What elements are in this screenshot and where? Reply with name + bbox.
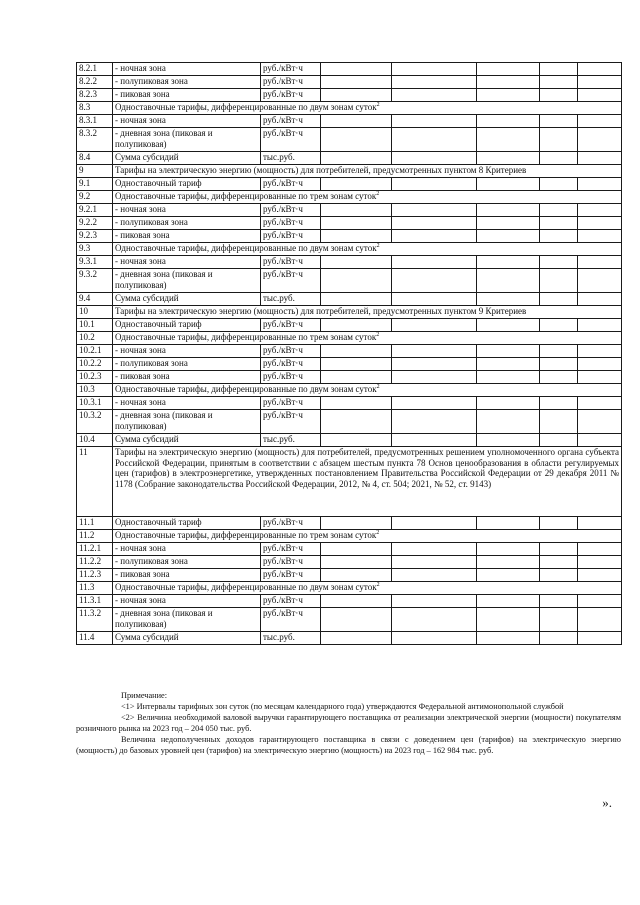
value-cell xyxy=(392,371,477,384)
value-cell xyxy=(477,128,540,152)
row-number: 8.2.1 xyxy=(77,63,113,76)
value-cell xyxy=(321,569,392,582)
row-number: 8.3.1 xyxy=(77,115,113,128)
row-number: 8.3 xyxy=(77,102,113,115)
unit-cell: руб./кВт·ч xyxy=(261,256,321,269)
value-cell xyxy=(540,89,578,102)
value-cell xyxy=(540,556,578,569)
table-row xyxy=(77,191,622,204)
value-cell xyxy=(321,128,392,152)
value-cell xyxy=(540,595,578,608)
tariff-table xyxy=(76,62,622,645)
unit-cell: руб./кВт·ч xyxy=(261,217,321,230)
value-cell xyxy=(477,556,540,569)
row-label: - полупиковая зона xyxy=(113,556,261,569)
value-cell xyxy=(578,371,622,384)
row-number: 10.3.2 xyxy=(77,410,113,434)
row-number: 9.4 xyxy=(77,293,113,306)
value-cell xyxy=(477,410,540,434)
value-cell xyxy=(321,256,392,269)
unit-cell: руб./кВт·ч xyxy=(261,569,321,582)
row-label: - ночная зона xyxy=(113,595,261,608)
section-label xyxy=(113,165,622,178)
section-label-text: Тарифы на электрическую энергию (мощность) для потребителей, предусмотренных решением уполномоченного органа субъекта Российской Федерации, принятым в соответствии с абзацем шестым пункта 78 Основ ценообразования в области регулируемых цен (тарифов) в электроэнергетике, утвержденных постановлением Правительства Российской Федерации от 29 декабря 2011 № 1178 (Собрание законодательства Российской Федерации, 2012, № 4, ст. 504; 2021, № 52, ст. 9143) xyxy=(115,447,619,489)
row-number: 10.2.3 xyxy=(77,371,113,384)
value-cell xyxy=(392,632,477,645)
value-cell xyxy=(578,256,622,269)
value-cell xyxy=(321,345,392,358)
value-cell xyxy=(392,256,477,269)
section-label-text: Одноставочные тарифы, дифференцированные по трем зонам суток xyxy=(115,191,377,201)
table-row xyxy=(77,556,622,569)
unit-cell: руб./кВт·ч xyxy=(261,345,321,358)
value-cell xyxy=(392,152,477,165)
row-number: 10.2.2 xyxy=(77,358,113,371)
value-cell xyxy=(321,434,392,447)
row-number: 9.2.2 xyxy=(77,217,113,230)
value-cell xyxy=(321,319,392,332)
value-cell xyxy=(578,293,622,306)
row-number: 11.1 xyxy=(77,517,113,530)
table-row xyxy=(77,332,622,345)
row-label: - ночная зона xyxy=(113,256,261,269)
unit-cell: руб./кВт·ч xyxy=(261,89,321,102)
unit-cell: руб./кВт·ч xyxy=(261,595,321,608)
row-number: 11.3 xyxy=(77,582,113,595)
row-label: Сумма субсидий xyxy=(113,293,261,306)
value-cell xyxy=(540,543,578,556)
section-label-text: Одноставочные тарифы, дифференцированные по двум зонам суток xyxy=(115,243,377,253)
table-row xyxy=(77,243,622,256)
unit-cell: руб./кВт·ч xyxy=(261,115,321,128)
closing-mark: ». xyxy=(602,795,612,810)
table-row xyxy=(77,517,622,530)
row-number: 9.3.2 xyxy=(77,269,113,293)
unit-cell: тыс.руб. xyxy=(261,632,321,645)
value-cell xyxy=(321,410,392,434)
row-number: 9.2.3 xyxy=(77,230,113,243)
value-cell xyxy=(392,269,477,293)
value-cell xyxy=(477,434,540,447)
table-row xyxy=(77,306,622,319)
value-cell xyxy=(477,115,540,128)
value-cell xyxy=(477,608,540,632)
row-number: 9 xyxy=(77,165,113,178)
row-label: - дневная зона (пиковая и полупиковая) xyxy=(113,128,261,152)
row-number: 11.4 xyxy=(77,632,113,645)
value-cell xyxy=(477,345,540,358)
row-number: 8.2.2 xyxy=(77,76,113,89)
value-cell xyxy=(578,569,622,582)
value-cell xyxy=(392,595,477,608)
row-number: 9.3 xyxy=(77,243,113,256)
row-number: 10.2 xyxy=(77,332,113,345)
row-number: 8.2.3 xyxy=(77,89,113,102)
section-label xyxy=(113,582,622,595)
footnote-mark: 2 xyxy=(376,102,380,108)
value-cell xyxy=(540,204,578,217)
unit-cell: руб./кВт·ч xyxy=(261,178,321,191)
value-cell xyxy=(477,397,540,410)
row-label: - дневная зона (пиковая и полупиковая) xyxy=(113,608,261,632)
section-label-text: Одноставочные тарифы, дифференцированные по двум зонам суток xyxy=(115,384,377,394)
value-cell xyxy=(477,569,540,582)
table-row xyxy=(77,115,622,128)
row-number: 11 xyxy=(77,447,113,517)
unit-cell: руб./кВт·ч xyxy=(261,269,321,293)
table-row xyxy=(77,128,622,152)
value-cell xyxy=(392,556,477,569)
row-label: - ночная зона xyxy=(113,115,261,128)
value-cell xyxy=(540,293,578,306)
unit-cell: руб./кВт·ч xyxy=(261,63,321,76)
value-cell xyxy=(321,371,392,384)
value-cell xyxy=(392,63,477,76)
value-cell xyxy=(321,608,392,632)
section-label-text: Тарифы на электрическую энергию (мощность) для потребителей, предусмотренных пунктом 9 Критериев xyxy=(115,306,527,316)
unit-cell: руб./кВт·ч xyxy=(261,128,321,152)
value-cell xyxy=(540,152,578,165)
value-cell xyxy=(540,76,578,89)
row-label: - ночная зона xyxy=(113,543,261,556)
row-number: 10.2.1 xyxy=(77,345,113,358)
row-label: - пиковая зона xyxy=(113,371,261,384)
value-cell xyxy=(578,89,622,102)
section-label xyxy=(113,530,622,543)
value-cell xyxy=(477,269,540,293)
footnote-mark: 2 xyxy=(376,243,380,249)
value-cell xyxy=(392,569,477,582)
value-cell xyxy=(321,595,392,608)
row-number: 10 xyxy=(77,306,113,319)
value-cell xyxy=(392,410,477,434)
value-cell xyxy=(578,632,622,645)
value-cell xyxy=(392,128,477,152)
value-cell xyxy=(477,76,540,89)
row-number: 11.3.1 xyxy=(77,595,113,608)
value-cell xyxy=(392,217,477,230)
notes-title: Примечание: xyxy=(121,691,168,700)
value-cell xyxy=(578,410,622,434)
value-cell xyxy=(321,89,392,102)
row-label: - дневная зона (пиковая и полупиковая) xyxy=(113,269,261,293)
value-cell xyxy=(540,397,578,410)
footnote-mark: 2 xyxy=(376,582,380,588)
value-cell xyxy=(392,204,477,217)
row-number: 9.2.1 xyxy=(77,204,113,217)
table-row xyxy=(77,608,622,632)
unit-cell: руб./кВт·ч xyxy=(261,556,321,569)
unit-cell: тыс.руб. xyxy=(261,152,321,165)
value-cell xyxy=(321,178,392,191)
table-row xyxy=(77,632,622,645)
table-row xyxy=(77,204,622,217)
value-cell xyxy=(540,256,578,269)
row-label: - пиковая зона xyxy=(113,569,261,582)
value-cell xyxy=(321,217,392,230)
section-label-text: Одноставочные тарифы, дифференцированные по трем зонам суток xyxy=(115,530,377,540)
value-cell xyxy=(392,178,477,191)
value-cell xyxy=(578,128,622,152)
table-row xyxy=(77,217,622,230)
section-label xyxy=(113,447,622,517)
table-row xyxy=(77,102,622,115)
value-cell xyxy=(540,410,578,434)
row-number: 9.2 xyxy=(77,191,113,204)
table-row xyxy=(77,63,622,76)
value-cell xyxy=(578,269,622,293)
value-cell xyxy=(540,63,578,76)
value-cell xyxy=(321,63,392,76)
note-item: <2> Величина необходимой валовой выручки гарантирующего поставщика от реализации электрической энергии (мощности) покупателям розничного рынка на 2023 год – 204 050 тыс. руб. xyxy=(76,713,621,733)
value-cell xyxy=(477,632,540,645)
value-cell xyxy=(540,319,578,332)
value-cell xyxy=(321,204,392,217)
row-label: Сумма субсидий xyxy=(113,434,261,447)
value-cell xyxy=(477,358,540,371)
value-cell xyxy=(477,256,540,269)
row-number: 10.3 xyxy=(77,384,113,397)
value-cell xyxy=(540,128,578,152)
unit-cell: руб./кВт·ч xyxy=(261,230,321,243)
section-label-text: Одноставочные тарифы, дифференцированные по двум зонам суток xyxy=(115,102,377,112)
value-cell xyxy=(392,358,477,371)
value-cell xyxy=(392,543,477,556)
row-label: - ночная зона xyxy=(113,63,261,76)
row-label: Сумма субсидий xyxy=(113,632,261,645)
table-row xyxy=(77,582,622,595)
footnote-mark: 2 xyxy=(376,530,380,536)
row-number: 8.4 xyxy=(77,152,113,165)
section-label xyxy=(113,384,622,397)
table-row xyxy=(77,293,622,306)
value-cell xyxy=(578,358,622,371)
value-cell xyxy=(392,517,477,530)
note-item: Величина недополученных доходов гарантирующего поставщика в связи с доведением цен (тарифов) на электрическую энергию (мощность) до базовых уровней цен (тарифов) на электрическую энергию (мощность) на 2023 год – 162 984 тыс. руб. xyxy=(76,735,621,755)
value-cell xyxy=(540,345,578,358)
section-label xyxy=(113,332,622,345)
value-cell xyxy=(578,178,622,191)
table-row xyxy=(77,178,622,191)
unit-cell: руб./кВт·ч xyxy=(261,543,321,556)
value-cell xyxy=(540,230,578,243)
value-cell xyxy=(578,217,622,230)
unit-cell: руб./кВт·ч xyxy=(261,517,321,530)
table-row xyxy=(77,76,622,89)
section-label-text: Одноставочные тарифы, дифференцированные по двум зонам суток xyxy=(115,582,377,592)
value-cell xyxy=(578,63,622,76)
row-label: Сумма субсидий xyxy=(113,152,261,165)
value-cell xyxy=(578,115,622,128)
row-number: 10.3.1 xyxy=(77,397,113,410)
value-cell xyxy=(321,230,392,243)
value-cell xyxy=(392,115,477,128)
value-cell xyxy=(578,230,622,243)
value-cell xyxy=(321,397,392,410)
value-cell xyxy=(392,397,477,410)
unit-cell: руб./кВт·ч xyxy=(261,608,321,632)
row-label: Одноставочный тариф xyxy=(113,517,261,530)
value-cell xyxy=(578,517,622,530)
value-cell xyxy=(477,178,540,191)
unit-cell: тыс.руб. xyxy=(261,293,321,306)
section-label-text: Тарифы на электрическую энергию (мощность) для потребителей, предусмотренных пунктом 8 Критериев xyxy=(115,165,527,175)
section-label xyxy=(113,191,622,204)
row-number: 11.3.2 xyxy=(77,608,113,632)
value-cell xyxy=(578,319,622,332)
table-row xyxy=(77,434,622,447)
row-number: 10.1 xyxy=(77,319,113,332)
table-row xyxy=(77,269,622,293)
value-cell xyxy=(540,269,578,293)
value-cell xyxy=(321,517,392,530)
value-cell xyxy=(540,115,578,128)
value-cell xyxy=(321,556,392,569)
value-cell xyxy=(578,345,622,358)
value-cell xyxy=(392,319,477,332)
value-cell xyxy=(578,434,622,447)
table-row xyxy=(77,447,622,517)
row-label: - полупиковая зона xyxy=(113,358,261,371)
value-cell xyxy=(578,595,622,608)
row-label: Одноставочный тариф xyxy=(113,319,261,332)
table-row xyxy=(77,384,622,397)
table-body xyxy=(77,63,622,645)
table-row xyxy=(77,345,622,358)
value-cell xyxy=(477,89,540,102)
section-label-text: Одноставочные тарифы, дифференцированные по трем зонам суток xyxy=(115,332,377,342)
row-label: - ночная зона xyxy=(113,345,261,358)
value-cell xyxy=(392,76,477,89)
section-label xyxy=(113,306,622,319)
table-row xyxy=(77,256,622,269)
value-cell xyxy=(477,371,540,384)
row-number: 10.4 xyxy=(77,434,113,447)
row-label: - ночная зона xyxy=(113,397,261,410)
value-cell xyxy=(477,319,540,332)
value-cell xyxy=(540,632,578,645)
section-label xyxy=(113,243,622,256)
value-cell xyxy=(392,608,477,632)
row-label: - пиковая зона xyxy=(113,89,261,102)
unit-cell: руб./кВт·ч xyxy=(261,397,321,410)
table-row xyxy=(77,230,622,243)
table-row xyxy=(77,530,622,543)
value-cell xyxy=(578,152,622,165)
value-cell xyxy=(477,230,540,243)
table-row xyxy=(77,152,622,165)
value-cell xyxy=(321,293,392,306)
value-cell xyxy=(540,371,578,384)
value-cell xyxy=(540,608,578,632)
value-cell xyxy=(321,632,392,645)
value-cell xyxy=(477,293,540,306)
table-row xyxy=(77,569,622,582)
unit-cell: руб./кВт·ч xyxy=(261,204,321,217)
value-cell xyxy=(477,152,540,165)
table-row xyxy=(77,410,622,434)
row-number: 9.1 xyxy=(77,178,113,191)
section-label xyxy=(113,102,622,115)
row-label: - дневная зона (пиковая и полупиковая) xyxy=(113,410,261,434)
row-label: - пиковая зона xyxy=(113,230,261,243)
row-number: 11.2 xyxy=(77,530,113,543)
value-cell xyxy=(392,89,477,102)
unit-cell: тыс.руб. xyxy=(261,434,321,447)
row-number: 8.3.2 xyxy=(77,128,113,152)
table-row xyxy=(77,358,622,371)
table-row xyxy=(77,89,622,102)
row-number: 11.2.3 xyxy=(77,569,113,582)
value-cell xyxy=(540,569,578,582)
row-label: - полупиковая зона xyxy=(113,217,261,230)
value-cell xyxy=(578,397,622,410)
table-row xyxy=(77,371,622,384)
value-cell xyxy=(477,595,540,608)
unit-cell: руб./кВт·ч xyxy=(261,410,321,434)
row-label: - ночная зона xyxy=(113,204,261,217)
row-label: - полупиковая зона xyxy=(113,76,261,89)
value-cell xyxy=(392,293,477,306)
notes-section xyxy=(76,690,621,756)
value-cell xyxy=(578,204,622,217)
value-cell xyxy=(540,178,578,191)
value-cell xyxy=(392,230,477,243)
table-row xyxy=(77,165,622,178)
value-cell xyxy=(321,358,392,371)
table-row xyxy=(77,595,622,608)
value-cell xyxy=(578,608,622,632)
value-cell xyxy=(540,517,578,530)
table-row xyxy=(77,543,622,556)
note-item: <1> Интервалы тарифных зон суток (по месяцам календарного года) утверждаются Федеральной антимонопольной службой xyxy=(121,702,564,711)
value-cell xyxy=(392,434,477,447)
value-cell xyxy=(540,358,578,371)
row-number: 11.2.2 xyxy=(77,556,113,569)
value-cell xyxy=(321,152,392,165)
footnote-mark: 2 xyxy=(376,191,380,197)
value-cell xyxy=(321,115,392,128)
value-cell xyxy=(477,543,540,556)
value-cell xyxy=(392,345,477,358)
value-cell xyxy=(540,217,578,230)
value-cell xyxy=(477,63,540,76)
unit-cell: руб./кВт·ч xyxy=(261,319,321,332)
value-cell xyxy=(477,517,540,530)
value-cell xyxy=(477,204,540,217)
value-cell xyxy=(578,543,622,556)
row-number: 11.2.1 xyxy=(77,543,113,556)
value-cell xyxy=(540,434,578,447)
unit-cell: руб./кВт·ч xyxy=(261,358,321,371)
value-cell xyxy=(321,543,392,556)
table-row xyxy=(77,319,622,332)
value-cell xyxy=(321,269,392,293)
unit-cell: руб./кВт·ч xyxy=(261,371,321,384)
value-cell xyxy=(578,76,622,89)
row-label: Одноставочный тариф xyxy=(113,178,261,191)
value-cell xyxy=(321,76,392,89)
unit-cell: руб./кВт·ч xyxy=(261,76,321,89)
table-row xyxy=(77,397,622,410)
footnote-mark: 2 xyxy=(376,332,380,338)
value-cell xyxy=(477,217,540,230)
footnote-mark: 2 xyxy=(376,384,380,390)
row-number: 9.3.1 xyxy=(77,256,113,269)
value-cell xyxy=(578,556,622,569)
